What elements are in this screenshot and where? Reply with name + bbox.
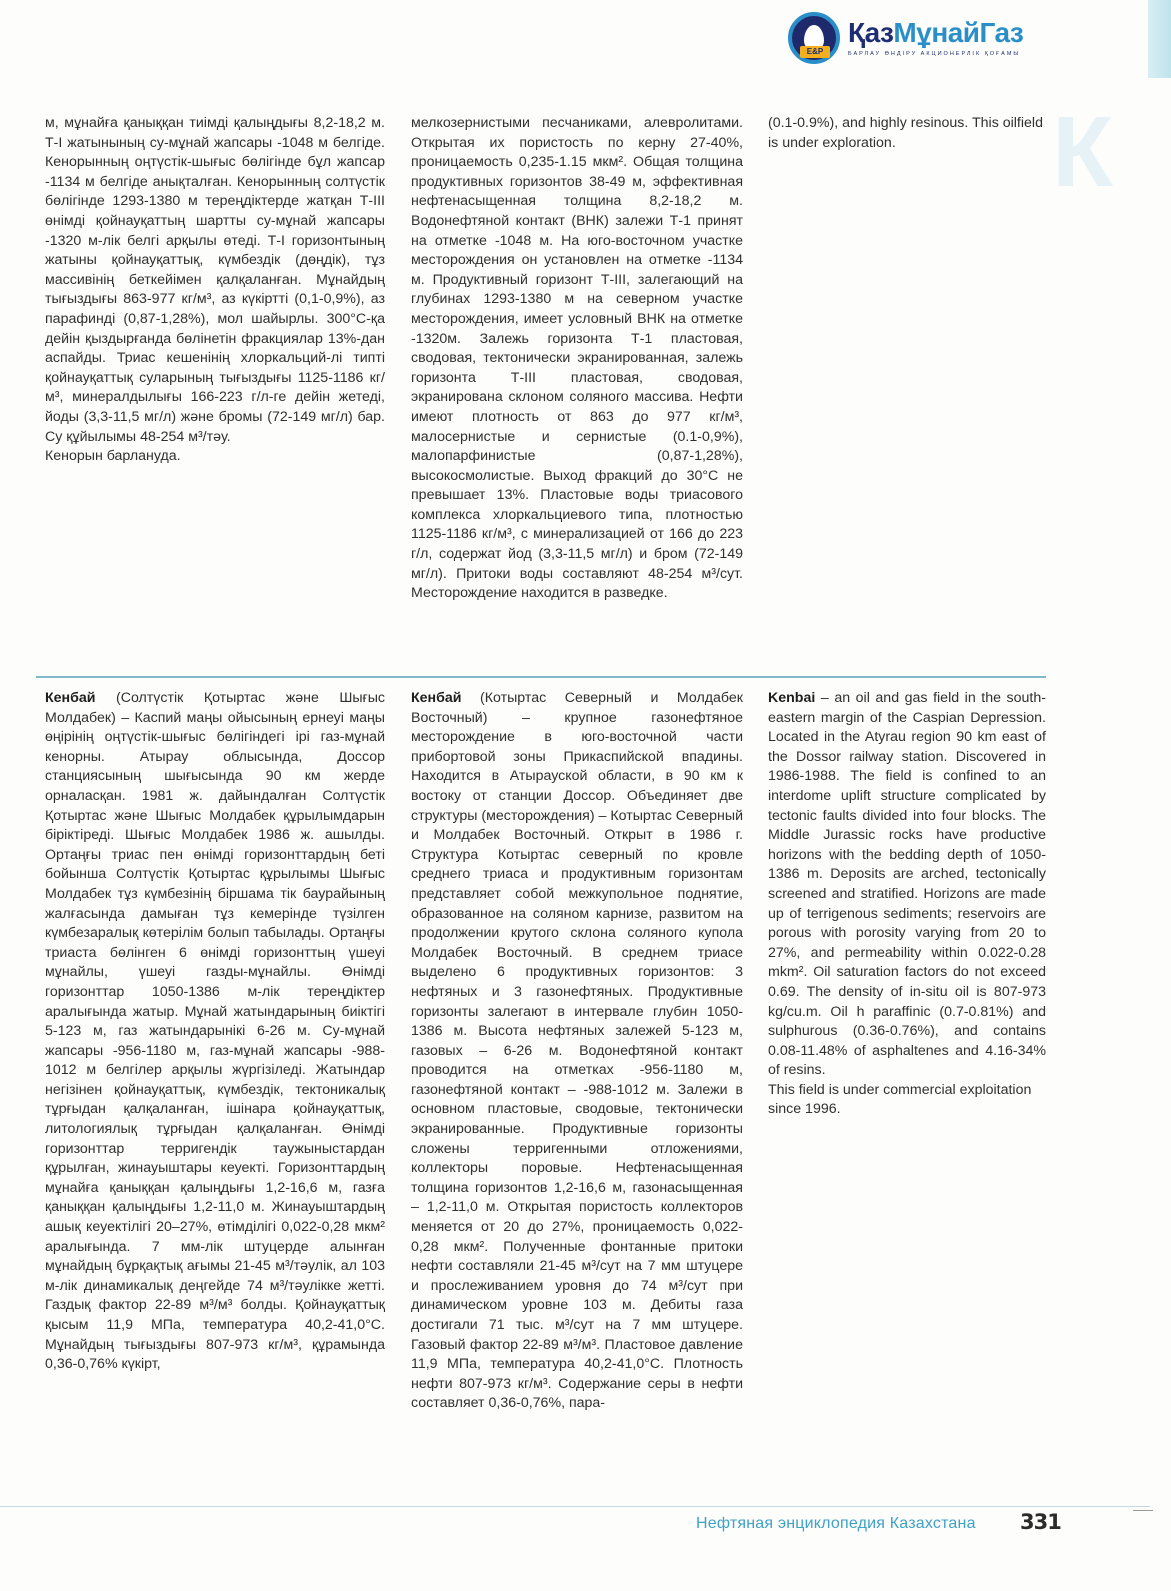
side-tab-marker — [1148, 0, 1171, 78]
kazakh-status: Кенорын барлануда. — [45, 448, 181, 465]
logo-name — [848, 18, 1023, 48]
column-kazakh-kenbai — [45, 689, 385, 1375]
column-russian-kenbai — [411, 689, 743, 1414]
logo-name-part1: Қаз — [848, 17, 894, 48]
company-logo — [788, 12, 1023, 64]
column-kazakh-top — [45, 114, 385, 467]
section-divider — [36, 676, 1046, 678]
kazakh-entry-term: Кенбай — [45, 690, 96, 706]
logo-drop-icon — [788, 12, 840, 64]
page-number: 331 — [1020, 1510, 1061, 1534]
logo-text — [848, 18, 1023, 58]
kazakh-entry — [45, 689, 385, 1375]
english-entry-term: Kenbai — [768, 690, 816, 706]
section-letter-watermark: К — [1052, 96, 1114, 208]
column-english-kenbai — [768, 689, 1046, 1120]
english-text-continued: (0.1-0.9%), and highly resinous. This oilfield is under exploration. — [768, 115, 1043, 151]
logo-name-part2: МұнайГаз — [893, 17, 1024, 48]
russian-entry-body: (Котыртас Северный и Молдабек Восточный) – крупное газонефтяное месторождение в юго-восточной части прибортовой зоны Прикаспийской впадины. Находится в Атырауской области, в 90 км к востоку от станции Доссор. Объединяет две структуры (месторождения) – Котыртас Северный и Молдабек Восточный. Открыт в 1986 г. Структура Котыртас северный по кровле среднего триаса и продуктивным горизонтам представляет собой межкупольное поднятие, образованное на соляном карнизе, развитом на продолжении крутого склона соляного купола Молдабек Восточный. В среднем триасе выделено 6 продуктивных горизонтов: 3 нефтяных и 3 газонефтяных. Продуктивные горизонты залегают в интервале глубин 1050-1386 м. Высота нефтяных залежей 5-123 м, газовых – 6-26 м. Водонефтяной контакт проводится на отметках -956-1180 м, газонефтяной контакт – -988-1012 м. Залежи в основном пластовые, сводовые, тектонически экранированные. Продуктивные горизонты сложены терригенными отложениями, коллекторы поровые. Нефтенасыщенная толщина горизонтов 1,2-16,6 м, газонасыщенная – 1,2-11,0 м. Открытая пористость коллекторов меняется от 20 до 27%, проницаемость 0,022-0,28 мкм². Полученные фонтанные притоки нефти составляли 21-45 м³/сут на 7 мм штуцере и прослеживанием уровня до 74 м³/сут при динамическом уровне 103 м. Дебиты газа достигали 71 тыс. м³/сут на 7 мм штуцере. Газовый фактор 22-89 м³/м³. Пластовое давление 11,9 МПа, температура 40,2-41,0°С. Плотность нефти 807-973 кг/м³. Содержание серы в нефти составляет 0,36-0,76%, пара- — [411, 690, 743, 1412]
russian-entry-term: Кенбай — [411, 690, 462, 706]
kazakh-entry-body: (Солтүстік Қотыртас және Шығыс Молдабек) – Каспий маңы ойысының ернеуі маңы өңірінің оңтүстік-шығыс бөлігіндегі ірі газ-мұнай кенорны. Атырау облысында, Доссор станциясының шығысында 90 км жерде орналасқан. 1981 ж. дайындалған Солтүстік Қотыртас және Шығыс Молдабек құрылымдарын біріктіреді. Шығыс Молдабек 1986 ж. ашылды. Ортаңғы триас пен өнімді горизонттардың беті бойынша Солтүстік Қотыртас құрылымы Шығыс Молдабек тұз күмбезінің біршама тік баурайының жалғасында дамыған тұз кемерінде түзілген күмбезаралық көтерілім болып табылады. Ортаңғы триаста бөлінген 6 өнімді горизонттың үшеуі мұнайлы, үшеуі газды-мұнайлы. Өнімді горизонттар 1050-1386 м-лік тереңдіктер аралығында жатыр. Мұнай жатындарының биіктігі 5-123 м, газ жатындарынікі 6-26 м. Су-мұнай жапсары -956-1180 м, газ-мұнай жапсары -988-1012 м белгілер арқылы жүргізіледі. Жатындар негізінен қойнауқаттық, күмбездік, тектоникалық тұрғыдан қалқаланған, ішінара қойнауқаттық, литологиялық тұрғыдан қалқаланған. Өнімді горизонттар терригендік таужыныстардан құрылған, жинауыштары кеуекті. Горизонттардың мұнайға қаныққан қалыңдығы 1,2-16,6 м, газға қаныққан қалыңдығы 1,2-11,0 м. Жинауыштардың ашық кеуектілігі 20–27%, өтімділігі 0,022-0,28 мкм² аралығында. 7 мм-лік штуцерде алынған мұнайдың бұрқақтық ағымы 21-45 м³/тәулік, ал 103 м-лік динамикалық деңгейде 74 м³/тәулікке жетті. Газдық фактор 22-89 м³/м³ болды. Қойнауқаттық қысым 11,9 МПа, температура 40,2-41,0°С. Мұнайдың тығыздығы 807-973 кг/м³, құрамында 0,36-0,76% күкірт, — [45, 690, 385, 1373]
english-entry-body: – an oil and gas field in the south-eastern margin of the Caspian Depression. Located in the Atyrau region 90 km east of the Dossor railway station. Discovered in 1986-1988. The field is confined to an interdome uplift structure complicated by tectonic faults divided into four blocks. The Middle Jurassic rocks have productive horizons with the bedding depth of 1050-1386 m. Deposits are arched, tectonically screened and stratified. Horizons are made up of terrigenous sediments; reservoirs are porous with porosity varying from 20 to 27%, and permeability within 0.022-0.28 mkm². Oil saturation factors do not exceed 0.69. The density of in-situ oil is 807-973 kg/cu.m. Oil h paraffinic (0.7-0.81%) and sulphurous (0.36-0.76%), and contains 0.08-11.48% of asphaltenes and 4.16-34% of resins. — [768, 690, 1046, 1079]
footer-rule — [0, 1506, 1150, 1507]
kazakh-text-continued: м, мұнайға қаныққан тиімді қалыңдығы 8,2-18,2 м. Т-I жатынының су-мұнай жапсары -1048 м белгіде. Кенорынның оңтүстік-шығыс бөлігінде бұл жапсар -1134 м белгіде анықталған. Кенорынның солтүстік бөлігінде 1293-1380 м тереңдіктерде жатқан Т-III өнімді қойнауқаттың шартты су-мұнай жапсары -1320 м-лік белгі арқылы өтеді. Т-I горизонтының жатыны қойнауқаттық, күмбездік (дөңдік), тұз массивінің беткейімен қалқаланған. Мұнайдың тығыздығы 863-977 кг/м³, аз күкіртті (0,1-0,9%), аз парафинді (0,87-1,28%), мол шайырлы. 300°С-қа дейін қыздырғанда бөлінетін фракциялар 13%-дан аспайды. Триас кешенінің хлоркальций-лі типті қойнауқаттық суларының тығыздығы 1125-1186 кг/м³, минералдылығы 166-223 г/л-ге дейін жетеді, йоды (3,3-11,5 мг/л) және бромы (72-149 мг/л) бар. Су құйылымы 48-254 м³/тәу. — [45, 115, 385, 445]
logo-subtitle: БАРЛАУ ӨНДІРУ АКЦИОНЕРЛІК ҚОҒАМЫ — [848, 51, 1021, 57]
russian-entry — [411, 689, 743, 1414]
russian-text-continued: мелкозернистыми песчаниками, алевролитами. Открытая их пористость по керну 27-40%, проницаемость 0,235-1.15 мкм². Общая толщина продуктивных горизонтов 38-49 м, эффективная нефтенасыщенная толщина 8,2-18,2 м. Водонефтяной контакт (ВНК) залежи Т-1 принят на отметке -1048 м. На юго-восточном участке месторождения он установлен на отметке -1134 м. Продуктивный горизонт Т-III, залегающий на глубинах 1293-1380 м на северном участке месторождения, имеет условный ВНК на отметке -1320м. Залежь горизонта Т-1 пластовая, сводовая, тектонически экранированная, залежь горизонта Т-III пластовая, сводовая, экранирована склоном соляного массива. Нефти имеют плотность от 863 до 977 кг/м³, малосернистые и сернистые (0.1-0,9%), малопарфинистые (0,87-1,28%), высокосмолистые. Выход фракций до 30°С не превышает 13%. Пластовые воды триасового комплекса хлоркальциевого типа, плотностью 1125-1186 кг/м³, с минерализацией от 166 до 223 г/л, содержат йод (3,3-11,5 мг/л) и бром (72-149 мг/л). Притоки воды составляют 48-254 м³/сут. Месторождение находится в разведке. — [411, 115, 743, 602]
crop-mark — [1133, 1510, 1153, 1511]
column-russian-top — [411, 114, 743, 604]
english-status: This field is under commercial exploitation since 1996. — [768, 1081, 1032, 1118]
column-english-top — [768, 114, 1050, 153]
english-entry — [768, 689, 1046, 1081]
footer-publication-title: Нефтяная энциклопедия Казахстана — [696, 1515, 976, 1532]
logo-ep-label: E&P — [800, 46, 830, 58]
